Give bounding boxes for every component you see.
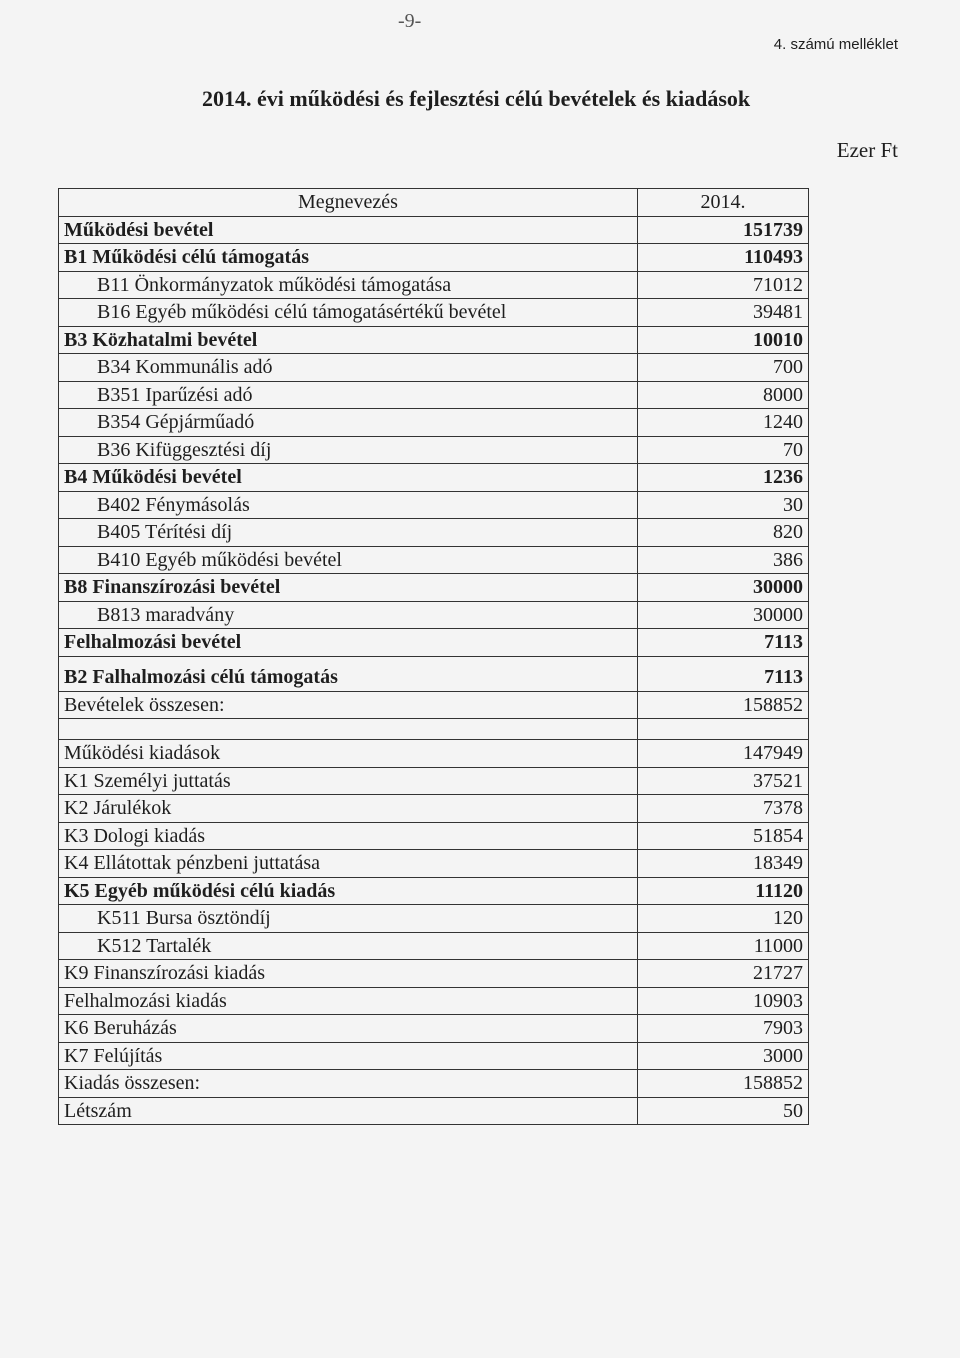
row-label: B8 Finanszírozási bevétel [59, 574, 638, 602]
table-row [59, 767, 809, 795]
table-row [59, 1015, 809, 1043]
row-value: 3000 [638, 1042, 809, 1070]
row-value: 18349 [638, 850, 809, 878]
row-value: 10010 [638, 326, 809, 354]
row-label: B4 Működési bevétel [59, 464, 638, 492]
table-row [59, 546, 809, 574]
row-label: K9 Finanszírozási kiadás [59, 960, 638, 988]
table-row [59, 691, 809, 719]
row-value: 37521 [638, 767, 809, 795]
row-label: B11 Önkormányzatok működési támogatása [59, 271, 638, 299]
table-row [59, 519, 809, 547]
document-title: 2014. évi működési és fejlesztési célú bevételek és kiadások [202, 86, 751, 111]
row-label: Kiadás összesen: [59, 1070, 638, 1098]
row-value: 386 [638, 546, 809, 574]
table-row [59, 464, 809, 492]
row-label: K7 Felújítás [59, 1042, 638, 1070]
row-label: B405 Térítési díj [59, 519, 638, 547]
header-year: 2014. [638, 189, 809, 217]
row-value: 70 [638, 436, 809, 464]
row-value: 50 [638, 1097, 809, 1125]
table-row [59, 216, 809, 244]
row-value: 158852 [638, 1070, 809, 1098]
row-value: 30 [638, 491, 809, 519]
table-row [59, 960, 809, 988]
row-label: K1 Személyi juttatás [59, 767, 638, 795]
row-value: 1236 [638, 464, 809, 492]
row-label: B16 Egyéb működési célú támogatásértékű bevétel [59, 299, 638, 327]
row-value: 120 [638, 905, 809, 933]
row-value: 10903 [638, 987, 809, 1015]
row-label: B354 Gépjárműadó [59, 409, 638, 437]
table-row [59, 822, 809, 850]
table-row [59, 409, 809, 437]
table-row [59, 601, 809, 629]
table-row [59, 381, 809, 409]
unit-label: Ezer Ft [836, 138, 898, 162]
table-row [59, 271, 809, 299]
row-value: 7113 [638, 629, 809, 657]
row-label: K2 Járulékok [59, 795, 638, 823]
table-row [59, 1097, 809, 1125]
row-label: B410 Egyéb működési bevétel [59, 546, 638, 574]
row-value: 151739 [638, 216, 809, 244]
table-row [59, 795, 809, 823]
annex-label: 4. számú melléklet [773, 36, 898, 53]
row-label: B34 Kommunális adó [59, 354, 638, 382]
table-row [59, 1042, 809, 1070]
table-row [59, 877, 809, 905]
table-row [59, 1070, 809, 1098]
row-value: 39481 [638, 299, 809, 327]
row-value: 7378 [638, 795, 809, 823]
row-label: B3 Közhatalmi bevétel [59, 326, 638, 354]
row-label: Működési bevétel [59, 216, 638, 244]
row-label: B36 Kifüggesztési díj [59, 436, 638, 464]
table-row [59, 850, 809, 878]
row-label: Bevételek összesen: [59, 691, 638, 719]
table-row [59, 299, 809, 327]
table-row [59, 244, 809, 272]
table-row [59, 491, 809, 519]
table-row [59, 932, 809, 960]
row-label: B813 maradvány [59, 601, 638, 629]
table-row [59, 740, 809, 768]
table-row [59, 656, 809, 691]
row-value: 11120 [638, 877, 809, 905]
row-label: B1 Működési célú támogatás [59, 244, 638, 272]
row-label: Felhalmozási kiadás [59, 987, 638, 1015]
row-label: K3 Dologi kiadás [59, 822, 638, 850]
row-label: B351 Iparűzési adó [59, 381, 638, 409]
row-label: Működési kiadások [59, 740, 638, 768]
row-value: 1240 [638, 409, 809, 437]
page-number-mark: -9- [398, 10, 422, 32]
row-value: 21727 [638, 960, 809, 988]
row-value: 158852 [638, 691, 809, 719]
table-row [59, 905, 809, 933]
row-value: 700 [638, 354, 809, 382]
table-header-row [59, 189, 809, 217]
row-value: 8000 [638, 381, 809, 409]
row-label: K4 Ellátottak pénzbeni juttatása [59, 850, 638, 878]
row-value: 7903 [638, 1015, 809, 1043]
row-value: 30000 [638, 574, 809, 602]
budget-table [58, 188, 809, 1125]
row-label: K6 Beruházás [59, 1015, 638, 1043]
table-row [59, 354, 809, 382]
row-value: 147949 [638, 740, 809, 768]
row-value: 30000 [638, 601, 809, 629]
row-value: 11000 [638, 932, 809, 960]
table-row [59, 987, 809, 1015]
row-value: 7113 [638, 656, 809, 691]
table-row [59, 629, 809, 657]
row-label: B402 Fénymásolás [59, 491, 638, 519]
row-label: Felhalmozási bevétel [59, 629, 638, 657]
spacer-row [59, 719, 809, 740]
row-value: 820 [638, 519, 809, 547]
row-label: K512 Tartalék [59, 932, 638, 960]
row-label: Létszám [59, 1097, 638, 1125]
header-name: Megnevezés [59, 189, 638, 217]
row-value: 51854 [638, 822, 809, 850]
row-label: B2 Falhalmozási célú támogatás [59, 656, 638, 691]
table-row [59, 436, 809, 464]
row-value: 71012 [638, 271, 809, 299]
table-row [59, 326, 809, 354]
row-label: K5 Egyéb működési célú kiadás [59, 877, 638, 905]
table-row [59, 574, 809, 602]
row-label: K511 Bursa ösztöndíj [59, 905, 638, 933]
row-value: 110493 [638, 244, 809, 272]
